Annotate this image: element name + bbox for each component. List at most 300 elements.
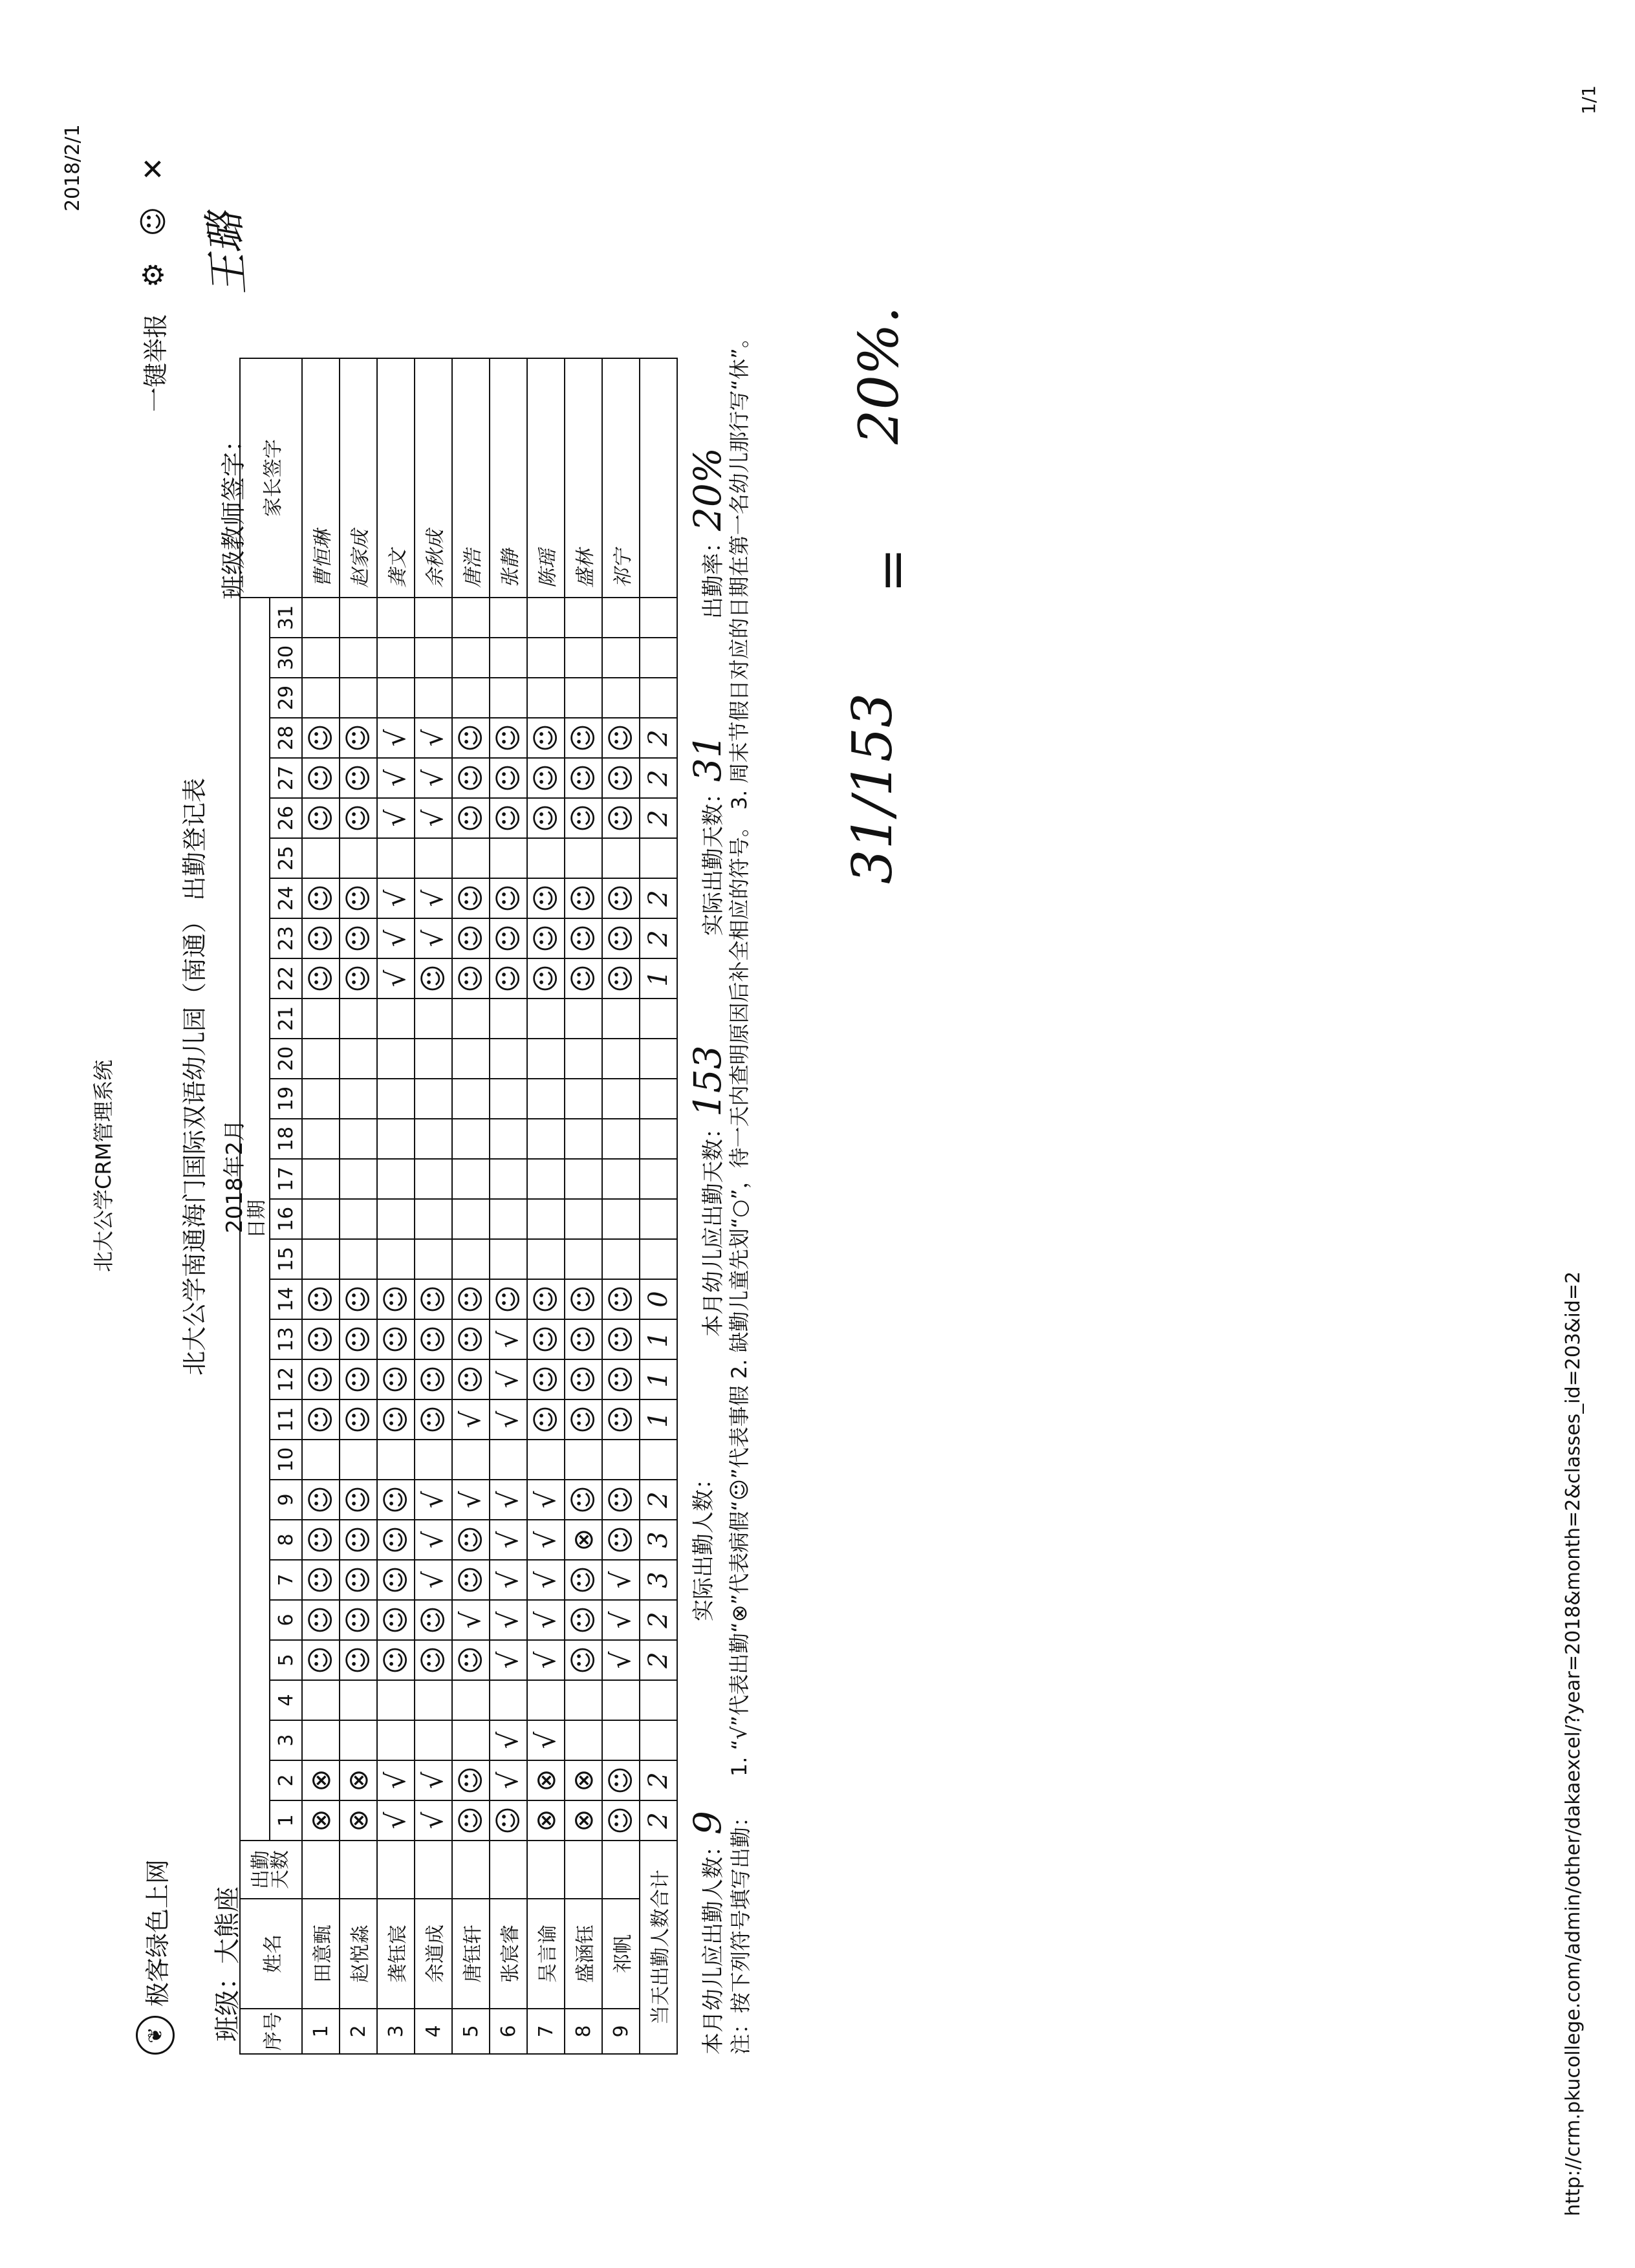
attendance-cell xyxy=(302,1600,340,1640)
attendance-mark: ☺ xyxy=(304,1566,336,1594)
table-row xyxy=(527,358,565,2054)
attendance-mark: ☺ xyxy=(604,1405,636,1434)
attendance-cell xyxy=(602,999,640,1039)
attendance-cell xyxy=(527,999,565,1039)
attendance-mark: ☺ xyxy=(304,1285,336,1313)
attendance-cell xyxy=(415,1239,452,1279)
attendance-cell xyxy=(452,999,490,1039)
attendance-cell xyxy=(565,1680,602,1720)
attendance-mark: ☺ xyxy=(454,724,486,752)
attendance-cell xyxy=(377,1560,415,1600)
class-label: 班级：大熊座 xyxy=(213,1886,243,2042)
page-url: http://crm.pkucollege.com/admin/other/dakaexcel/?year=2018&month=2&classes_id=203&id=2 xyxy=(1562,1271,1585,2216)
attendance-mark: ☺ xyxy=(529,1325,561,1354)
attendance-cell xyxy=(302,1199,340,1239)
attendance-cell xyxy=(602,1279,640,1319)
total-value: 3 xyxy=(643,1531,673,1548)
attendance-cell xyxy=(452,1520,490,1560)
attendance-cell xyxy=(377,1440,415,1480)
child-name: 祁帆 xyxy=(602,1899,640,2009)
attendance-cell xyxy=(565,1520,602,1560)
attendance-cell xyxy=(415,958,452,999)
total-cell xyxy=(640,1359,677,1399)
should-attend-people xyxy=(686,1811,730,2055)
attendance-cell xyxy=(602,1600,640,1640)
day-header: 9 xyxy=(270,1480,302,1520)
attendance-mark: ☺ xyxy=(492,964,524,993)
attendance-mark: ☺ xyxy=(604,764,636,792)
attendance-cell xyxy=(490,838,527,878)
teacher-signature: 王璐 xyxy=(200,211,255,297)
attendance-mark: ☺ xyxy=(567,884,599,913)
attendance-cell xyxy=(302,1720,340,1760)
attendance-cell xyxy=(602,1319,640,1359)
sheet-month: 2018年2月 xyxy=(222,1119,248,1233)
attendance-rate xyxy=(686,448,730,619)
total-cell xyxy=(640,718,677,758)
days-count xyxy=(452,1841,490,1899)
attendance-cell xyxy=(415,1440,452,1480)
attendance-cell xyxy=(377,678,415,718)
day-header: 26 xyxy=(270,798,302,838)
attendance-mark: ☺ xyxy=(341,924,374,953)
attendance-cell xyxy=(565,798,602,838)
attendance-cell xyxy=(490,798,527,838)
attendance-cell xyxy=(602,598,640,638)
attendance-mark: ☺ xyxy=(417,1606,449,1634)
attendance-cell xyxy=(527,1800,565,1841)
attendance-mark: ☺ xyxy=(529,724,561,752)
total-value: 2 xyxy=(643,770,673,786)
attendance-cell xyxy=(490,1399,527,1440)
should-value: 9 xyxy=(686,1811,730,1835)
attendance-mark: √ xyxy=(492,1571,524,1589)
attendance-cell xyxy=(602,1199,640,1239)
attendance-mark: ☺ xyxy=(379,1606,411,1634)
attendance-mark: ☺ xyxy=(341,724,374,752)
attendance-mark: ☺ xyxy=(417,1405,449,1434)
attendance-cell xyxy=(527,1680,565,1720)
attendance-cell xyxy=(302,1640,340,1680)
attendance-cell xyxy=(340,1760,377,1800)
attendance-cell xyxy=(377,1119,415,1159)
attendance-mark: √ xyxy=(379,1811,411,1830)
attendance-mark: √ xyxy=(417,1491,449,1509)
total-value: 2 xyxy=(643,729,673,746)
attendance-cell xyxy=(490,598,527,638)
attendance-mark: √ xyxy=(454,1491,486,1509)
attendance-mark: √ xyxy=(492,1410,524,1429)
day-header: 31 xyxy=(270,598,302,638)
attendance-cell xyxy=(527,1039,565,1079)
attendance-cell xyxy=(302,1399,340,1440)
day-header: 3 xyxy=(270,1720,302,1760)
day-header: 30 xyxy=(270,638,302,678)
attendance-cell xyxy=(452,1199,490,1239)
attendance-cell xyxy=(340,1520,377,1560)
attendance-mark: √ xyxy=(417,929,449,947)
attendance-cell xyxy=(565,758,602,798)
attendance-cell xyxy=(415,1159,452,1199)
total-cell xyxy=(640,918,677,958)
attendance-cell xyxy=(302,1079,340,1119)
attendance-cell xyxy=(565,1440,602,1480)
total-value: 1 xyxy=(643,1331,673,1348)
header-index: 序号 xyxy=(240,2009,302,2054)
row-index: 7 xyxy=(527,2009,565,2054)
attendance-cell xyxy=(565,958,602,999)
total-cell xyxy=(640,1800,677,1841)
attendance-cell xyxy=(527,1640,565,1680)
attendance-mark: ☺ xyxy=(304,724,336,752)
attendance-cell xyxy=(490,1239,527,1279)
attendance-cell xyxy=(602,918,640,958)
attendance-cell xyxy=(565,1239,602,1279)
attendance-mark: ☺ xyxy=(417,1285,449,1313)
attendance-cell xyxy=(452,838,490,878)
attendance-cell xyxy=(415,638,452,678)
attendance-mark: √ xyxy=(454,1611,486,1629)
attendance-cell xyxy=(565,678,602,718)
attendance-cell xyxy=(377,1800,415,1841)
attendance-cell xyxy=(302,718,340,758)
attendance-mark: √ xyxy=(417,1771,449,1789)
page-number: 1/1 xyxy=(1578,85,1599,114)
should-days-label: 本月幼儿应出勤天数： xyxy=(700,1117,726,1337)
attendance-cell xyxy=(527,1079,565,1119)
attendance-cell xyxy=(377,1520,415,1560)
attendance-mark: ⊗ xyxy=(341,1809,374,1832)
attendance-cell xyxy=(527,1119,565,1159)
total-cell xyxy=(640,1079,677,1119)
attendance-mark: ☺ xyxy=(417,1646,449,1674)
attendance-mark: √ xyxy=(492,1771,524,1789)
attendance-mark: ☺ xyxy=(304,804,336,832)
child-name: 田意甄 xyxy=(302,1899,340,2009)
day-header: 17 xyxy=(270,1159,302,1199)
days-count xyxy=(490,1841,527,1899)
attendance-cell xyxy=(340,1079,377,1119)
day-header: 25 xyxy=(270,838,302,878)
attendance-cell xyxy=(340,1600,377,1640)
attendance-cell xyxy=(452,1760,490,1800)
attendance-cell xyxy=(452,1319,490,1359)
attendance-table xyxy=(239,358,678,2055)
attendance-mark: ☺ xyxy=(379,1566,411,1594)
attendance-cell xyxy=(602,838,640,878)
attendance-cell xyxy=(565,1279,602,1319)
days-count xyxy=(377,1841,415,1899)
attendance-cell xyxy=(490,1800,527,1841)
attendance-cell xyxy=(602,638,640,678)
attendance-cell xyxy=(565,718,602,758)
attendance-mark: ☺ xyxy=(529,804,561,832)
attendance-cell xyxy=(340,1279,377,1319)
attendance-cell xyxy=(527,798,565,838)
attendance-cell xyxy=(452,678,490,718)
days-count xyxy=(415,1841,452,1899)
attendance-cell xyxy=(527,678,565,718)
attendance-mark: ☺ xyxy=(529,884,561,913)
row-index: 3 xyxy=(377,2009,415,2054)
day-header: 24 xyxy=(270,878,302,918)
attendance-cell xyxy=(340,878,377,918)
total-value: 2 xyxy=(643,810,673,826)
attendance-cell xyxy=(377,1199,415,1239)
attendance-mark: ☺ xyxy=(529,1285,561,1313)
attendance-cell xyxy=(490,758,527,798)
total-cell xyxy=(640,1039,677,1079)
attendance-mark: ☺ xyxy=(379,1485,411,1514)
attendance-cell xyxy=(602,1159,640,1199)
smile-icon[interactable]: ☺ xyxy=(137,206,170,237)
attendance-cell xyxy=(377,1399,415,1440)
attendance-mark: ⊗ xyxy=(304,1769,336,1792)
attendance-mark: ☺ xyxy=(454,964,486,993)
notes-label: 注：按下列符号填写出勤： xyxy=(728,1806,753,2055)
attendance-mark: ☺ xyxy=(454,884,486,913)
total-cell xyxy=(640,1600,677,1640)
day-header: 12 xyxy=(270,1359,302,1399)
total-parent-cell xyxy=(640,358,677,598)
attendance-cell xyxy=(302,1319,340,1359)
attendance-cell xyxy=(340,1560,377,1600)
attendance-cell xyxy=(452,758,490,798)
attendance-cell xyxy=(377,918,415,958)
attendance-cell xyxy=(340,1039,377,1079)
attendance-mark: ☺ xyxy=(341,764,374,792)
total-cell xyxy=(640,1239,677,1279)
attendance-mark: ⊗ xyxy=(529,1769,561,1792)
report-button[interactable]: 一键举报 xyxy=(142,313,170,412)
attendance-cell xyxy=(377,1239,415,1279)
should-days-value: 153 xyxy=(686,1045,730,1117)
attendance-cell xyxy=(415,798,452,838)
attendance-mark: ☺ xyxy=(341,1646,374,1674)
attendance-mark: ☺ xyxy=(379,1285,411,1313)
total-cell xyxy=(640,1480,677,1520)
attendance-cell xyxy=(527,718,565,758)
attendance-cell xyxy=(565,1119,602,1159)
attendance-mark: ☺ xyxy=(304,1526,336,1554)
attendance-cell xyxy=(340,1800,377,1841)
attendance-cell xyxy=(415,1680,452,1720)
attendance-mark: ☺ xyxy=(454,1766,486,1795)
day-header: 29 xyxy=(270,678,302,718)
attendance-cell xyxy=(490,678,527,718)
attendance-cell xyxy=(602,1399,640,1440)
attendance-cell xyxy=(565,918,602,958)
attendance-cell xyxy=(340,918,377,958)
attendance-mark: ☺ xyxy=(492,804,524,832)
attendance-cell xyxy=(602,1359,640,1399)
attendance-mark: √ xyxy=(529,1491,561,1509)
brand-logo[interactable] xyxy=(136,1859,175,2055)
attendance-mark: ☺ xyxy=(604,1325,636,1354)
attendance-mark: ⊗ xyxy=(304,1809,336,1832)
attendance-mark: √ xyxy=(379,769,411,787)
total-cell xyxy=(640,1399,677,1440)
attendance-mark: ☺ xyxy=(567,724,599,752)
day-header: 19 xyxy=(270,1079,302,1119)
total-cell xyxy=(640,958,677,999)
total-value: 2 xyxy=(643,1652,673,1669)
attendance-cell xyxy=(527,1480,565,1520)
child-name: 唐钰轩 xyxy=(452,1899,490,2009)
parent-signature: 张静 xyxy=(490,358,527,598)
attendance-mark: √ xyxy=(379,809,411,827)
total-value: 1 xyxy=(643,1371,673,1388)
attendance-mark: √ xyxy=(492,1611,524,1629)
attendance-cell xyxy=(415,1039,452,1079)
attendance-mark: ☺ xyxy=(492,724,524,752)
attendance-mark: ☺ xyxy=(529,1365,561,1394)
day-header: 5 xyxy=(270,1640,302,1680)
days-count xyxy=(302,1841,340,1899)
attendance-cell xyxy=(452,1800,490,1841)
attendance-cell xyxy=(415,758,452,798)
attendance-mark: √ xyxy=(492,1330,524,1348)
app-title: 北大公学CRM管理系统 xyxy=(91,1059,116,1272)
attendance-cell xyxy=(602,1760,640,1800)
attendance-cell xyxy=(302,878,340,918)
attendance-cell xyxy=(602,1520,640,1560)
attendance-mark: √ xyxy=(604,1651,636,1669)
attendance-mark: ☺ xyxy=(492,1285,524,1313)
attendance-cell xyxy=(340,798,377,838)
total-cell xyxy=(640,1680,677,1720)
attendance-cell xyxy=(527,1159,565,1199)
attendance-mark: ☺ xyxy=(604,1485,636,1514)
table-row xyxy=(377,358,415,2054)
attendance-cell xyxy=(340,838,377,878)
attendance-cell xyxy=(302,1680,340,1720)
parent-signature: 龚文 xyxy=(377,358,415,598)
attendance-cell xyxy=(452,1560,490,1600)
attendance-cell xyxy=(490,1319,527,1359)
total-value: 2 xyxy=(643,1812,673,1829)
attendance-cell xyxy=(302,798,340,838)
attendance-cell xyxy=(302,638,340,678)
table-row xyxy=(452,358,490,2054)
attendance-cell xyxy=(377,718,415,758)
attendance-cell xyxy=(490,1760,527,1800)
attendance-mark: ☺ xyxy=(379,1325,411,1354)
gear-icon[interactable]: ⚙ xyxy=(137,262,170,288)
attendance-mark: ☺ xyxy=(567,964,599,993)
attendance-cell xyxy=(565,1560,602,1600)
attendance-mark: ☺ xyxy=(567,804,599,832)
attendance-cell xyxy=(527,1199,565,1239)
attendance-cell xyxy=(452,1480,490,1520)
attendance-cell xyxy=(340,1119,377,1159)
total-cell xyxy=(640,878,677,918)
attendance-cell xyxy=(340,1720,377,1760)
attendance-cell xyxy=(490,1520,527,1560)
attendance-cell xyxy=(415,1720,452,1760)
attendance-mark: ☺ xyxy=(604,1285,636,1313)
attendance-cell xyxy=(490,1199,527,1239)
table-row xyxy=(340,358,377,2054)
attendance-cell xyxy=(415,1640,452,1680)
total-cell xyxy=(640,1520,677,1560)
attendance-mark: ☺ xyxy=(304,1606,336,1634)
attendance-cell xyxy=(602,1119,640,1159)
attendance-cell xyxy=(602,718,640,758)
attendance-mark: ☺ xyxy=(417,1365,449,1394)
close-icon[interactable]: ✕ xyxy=(137,157,170,181)
attendance-cell xyxy=(377,598,415,638)
row-index: 4 xyxy=(415,2009,452,2054)
attendance-mark: ☺ xyxy=(341,1606,374,1634)
attendance-cell xyxy=(565,878,602,918)
attendance-cell xyxy=(527,1600,565,1640)
attendance-cell xyxy=(415,1359,452,1399)
attendance-mark: ☺ xyxy=(604,1806,636,1835)
attendance-cell xyxy=(452,1359,490,1399)
attendance-cell xyxy=(302,999,340,1039)
day-header: 14 xyxy=(270,1279,302,1319)
attendance-cell xyxy=(527,1319,565,1359)
attendance-mark: ☺ xyxy=(604,1365,636,1394)
attendance-cell xyxy=(340,758,377,798)
attendance-cell xyxy=(490,1480,527,1520)
attendance-mark: ☺ xyxy=(304,924,336,953)
attendance-cell xyxy=(602,1079,640,1119)
row-index: 9 xyxy=(602,2009,640,2054)
attendance-cell xyxy=(377,999,415,1039)
attendance-cell xyxy=(415,1119,452,1159)
day-header: 28 xyxy=(270,718,302,758)
attendance-cell xyxy=(452,1039,490,1079)
total-value: 1 xyxy=(643,970,673,987)
table-row xyxy=(302,358,340,2054)
attendance-cell xyxy=(377,1600,415,1640)
attendance-cell xyxy=(527,598,565,638)
attendance-cell xyxy=(452,1720,490,1760)
total-value: 1 xyxy=(643,1411,673,1428)
header-date: 日期 xyxy=(240,598,270,1841)
attendance-cell xyxy=(415,718,452,758)
attendance-cell xyxy=(302,838,340,878)
attendance-mark: ☺ xyxy=(604,1526,636,1554)
attendance-cell xyxy=(452,918,490,958)
attendance-cell xyxy=(377,1159,415,1199)
attendance-cell xyxy=(565,1079,602,1119)
attendance-cell xyxy=(302,1480,340,1520)
attendance-cell xyxy=(490,918,527,958)
attendance-cell xyxy=(377,1359,415,1399)
attendance-cell xyxy=(377,1720,415,1760)
attendance-mark: ☺ xyxy=(567,1485,599,1514)
attendance-cell xyxy=(377,958,415,999)
attendance-mark: ☺ xyxy=(341,1485,374,1514)
attendance-cell xyxy=(340,1199,377,1239)
attendance-mark: √ xyxy=(417,1811,449,1830)
day-header: 10 xyxy=(270,1440,302,1480)
attendance-cell xyxy=(452,1279,490,1319)
attendance-mark: ⊗ xyxy=(341,1769,374,1792)
attendance-cell xyxy=(565,1800,602,1841)
attendance-mark: ☺ xyxy=(567,764,599,792)
total-cell xyxy=(640,838,677,878)
attendance-mark: ☺ xyxy=(454,1526,486,1554)
day-header: 20 xyxy=(270,1039,302,1079)
attendance-mark: ☺ xyxy=(379,1365,411,1394)
days-count xyxy=(527,1841,565,1899)
attendance-cell xyxy=(527,1520,565,1560)
row-index: 5 xyxy=(452,2009,490,2054)
